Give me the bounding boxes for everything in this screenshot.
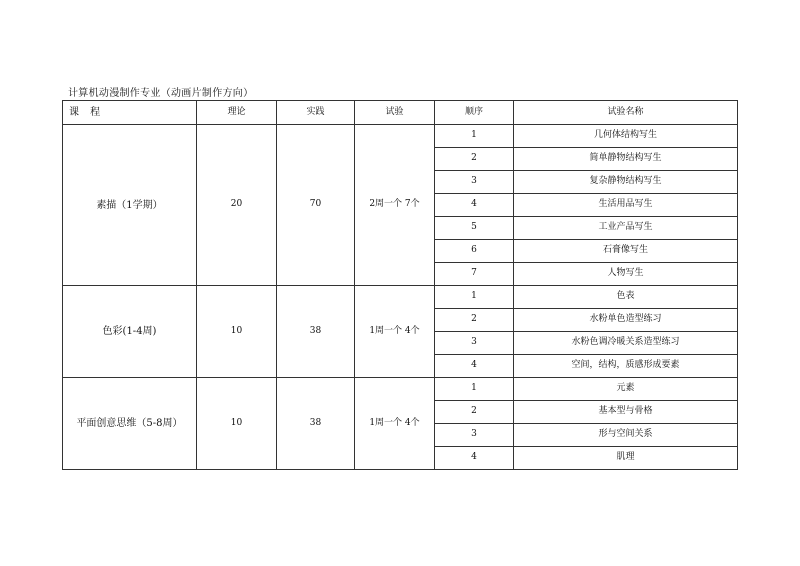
- practice-hours: 38: [277, 378, 355, 470]
- experiment-order: 4: [435, 355, 514, 378]
- experiment-order: 3: [435, 171, 514, 194]
- experiment-name: 形与空间关系: [514, 424, 738, 447]
- table-row: [63, 378, 738, 401]
- experiment-name: 生活用品写生: [514, 194, 738, 217]
- course-name: 色彩(1-4周): [63, 286, 197, 378]
- header-theory: 理论: [197, 101, 277, 125]
- experiment-order: 1: [435, 125, 514, 148]
- experiment-name: 人物写生: [514, 263, 738, 286]
- experiment-name: 肌理: [514, 447, 738, 470]
- experiment-order: 2: [435, 401, 514, 424]
- experiment-order: 6: [435, 240, 514, 263]
- practice-hours: 70: [277, 125, 355, 286]
- theory-hours: 20: [197, 125, 277, 286]
- table-row: [63, 286, 738, 309]
- experiment-order: 4: [435, 447, 514, 470]
- experiment-count: 1周一个 4个: [355, 378, 435, 470]
- experiment-name: 基本型与骨格: [514, 401, 738, 424]
- page-title: 计算机动漫制作专业（动画片制作方向）: [68, 88, 254, 99]
- experiment-name: 简单静物结构写生: [514, 148, 738, 171]
- experiment-order: 2: [435, 148, 514, 171]
- experiment-name: 几何体结构写生: [514, 125, 738, 148]
- header-course: 课 程: [63, 101, 197, 125]
- theory-hours: 10: [197, 378, 277, 470]
- experiment-order: 1: [435, 378, 514, 401]
- theory-hours: 10: [197, 286, 277, 378]
- header-experiment-name: 试验名称: [514, 101, 738, 125]
- experiment-name: 色表: [514, 286, 738, 309]
- header-experiment: 试验: [355, 101, 435, 125]
- experiment-name: 工业产品写生: [514, 217, 738, 240]
- experiment-order: 1: [435, 286, 514, 309]
- experiment-count: 2周一个 7个: [355, 125, 435, 286]
- experiment-order: 7: [435, 263, 514, 286]
- course-name: 素描（1学期）: [63, 125, 197, 286]
- header-row: [63, 101, 738, 125]
- table-row: [63, 125, 738, 148]
- experiment-order: 2: [435, 309, 514, 332]
- course-table: [62, 100, 738, 470]
- practice-hours: 38: [277, 286, 355, 378]
- header-order: 顺序: [435, 101, 514, 125]
- header-practice: 实践: [277, 101, 355, 125]
- experiment-name: 石膏像写生: [514, 240, 738, 263]
- experiment-order: 4: [435, 194, 514, 217]
- experiment-order: 3: [435, 424, 514, 447]
- experiment-name: 空间，结构，质感形成要素: [514, 355, 738, 378]
- experiment-order: 5: [435, 217, 514, 240]
- experiment-name: 水粉色调冷暖关系造型练习: [514, 332, 738, 355]
- experiment-name: 复杂静物结构写生: [514, 171, 738, 194]
- experiment-count: 1周一个 4个: [355, 286, 435, 378]
- experiment-name: 水粉单色造型练习: [514, 309, 738, 332]
- course-name: 平面创意思维（5-8周）: [63, 378, 197, 470]
- experiment-name: 元素: [514, 378, 738, 401]
- experiment-order: 3: [435, 332, 514, 355]
